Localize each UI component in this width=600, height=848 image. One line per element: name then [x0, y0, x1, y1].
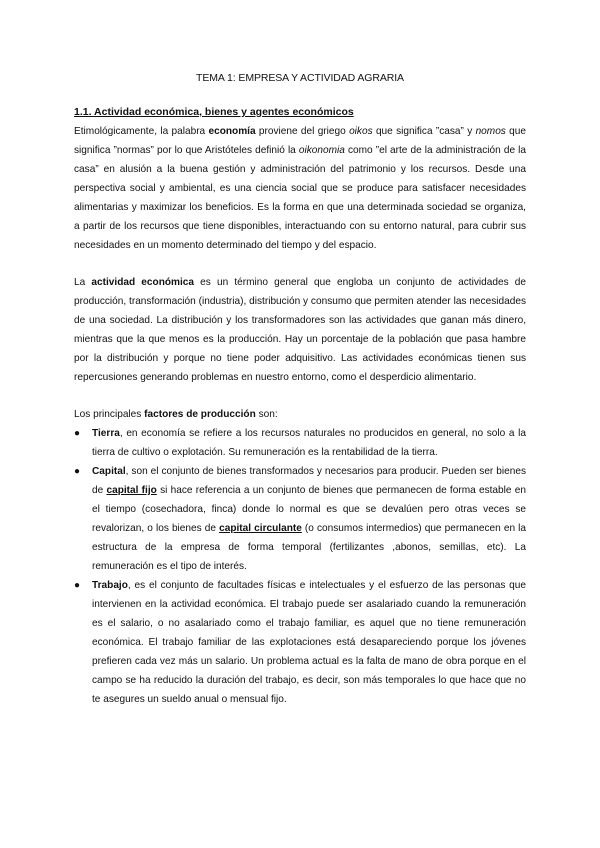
text-run: como ”el arte de la administración de la casa” en alusión a la buena gestión y administración del patrimonio y los recursos. Desde una perspectiva social y ambiental, es una ciencia social que se produce para satisfacer necesidades alimentarias y maximizar los beneficios. Es la forma en que una determinada sociedad se organiza, a partir de los recursos que tiene disponibles, interactuando con su entorno natural, para cubrir sus necesidades en un momento determinado del tiempo y del espacio. [74, 145, 526, 251]
term-trabajo: Trabajo [92, 580, 128, 591]
paragraph-actividad [74, 273, 526, 387]
term-oikonomia: oikonomia [298, 145, 345, 156]
term-oikos: oikos [349, 126, 373, 137]
term-actividad-economica: actividad económica [91, 277, 195, 288]
text-run: es un término general que engloba un conjunto de actividades de producción, transformación (industria), distribución y consumo que permiten atender las necesidades de una sociedad. La distribución y los transformadores son las actividades que ganan más dinero, mientras que la que menos es la producción. Hay un porcentaje de la población que pasa hambre por la distribución y porque no tiene poder adquisitivo. Las actividades económicas tienen sus repercusiones generando problemas en nuestro entorno, como el desperdicio alimentario. [74, 277, 526, 383]
term-capital-circulante: capital circulante [219, 523, 302, 534]
factors-list [74, 424, 526, 709]
list-item-capital [74, 462, 526, 576]
section-heading: 1.1. Actividad económica, bienes y agentes económicos [74, 106, 354, 118]
paragraph-spacer [74, 387, 526, 405]
list-item-tierra [74, 424, 526, 462]
text-run: Etimológicamente, la palabra [74, 126, 209, 137]
list-item-trabajo [74, 576, 526, 709]
bullet-icon: ● [74, 466, 81, 477]
paragraph-factores-intro [74, 405, 526, 424]
text-run: , es el conjunto de facultades físicas e intelectuales y el esfuerzo de las personas que intervienen en la actividad económica. El trabajo puede ser asalariado cuando la remuneración es el salario, o no asalariado como el trabajo familiar, es aquel que no tiene remuneración económica. El trabajo familiar de las explotaciones está desapareciendo porque los jóvenes prefieren cada vez más un salario. Un problema actual es la falta de mano de obra porque en el campo se ha reducido la duración del trabajo, es decir, son más temporales lo que hace que no te asegures un sueldo anual o mensual fijo. [92, 580, 526, 705]
text-run: La [74, 277, 92, 288]
text-run: si hace referencia a un conjunto de bienes que permanecen de forma estable en el tiempo (cosechadora, finca) donde lo normal es que se devalúen pero otras veces se revalorizan, o los bienes de [92, 485, 526, 534]
text-run: Los principales [74, 409, 145, 420]
term-nomos: nomos [475, 126, 506, 137]
document-page [74, 68, 526, 709]
bullet-icon: ● [74, 428, 81, 439]
text-run: proviene del griego [255, 126, 350, 137]
text-run: que significa ”normas” por lo que Aristóteles definió la [74, 126, 527, 156]
text-run: , en economía se refiere a los recursos naturales no producidos en general, no solo a la tierra de cultivo o explotación. Su remuneración es la rentabilidad de la tierra. [92, 428, 526, 458]
text-run: son: [255, 409, 278, 420]
term-capital-fijo: capital fijo [106, 485, 157, 496]
paragraph-spacer [74, 255, 526, 273]
text-run: que significa ”casa” y [372, 126, 476, 137]
text-run: (o consumos intermedios) que permanecen en la estructura de la empresa de forma temporal (fertilizantes ,abonos, semillas, etc). La remuneración es el tipo de interés. [92, 523, 526, 572]
term-economia: economía [208, 126, 256, 137]
bullet-icon: ● [74, 580, 81, 591]
page-title: TEMA 1: EMPRESA Y ACTIVIDAD AGRARIA [196, 72, 404, 84]
term-capital: Capital [92, 466, 126, 477]
term-tierra: Tierra [92, 428, 120, 439]
paragraph-economia [74, 122, 526, 255]
text-run: , son el conjunto de bienes transformados y necesarios para producir. Pueden ser bienes de [92, 466, 526, 496]
term-factores-produccion: factores de producción [144, 409, 256, 420]
